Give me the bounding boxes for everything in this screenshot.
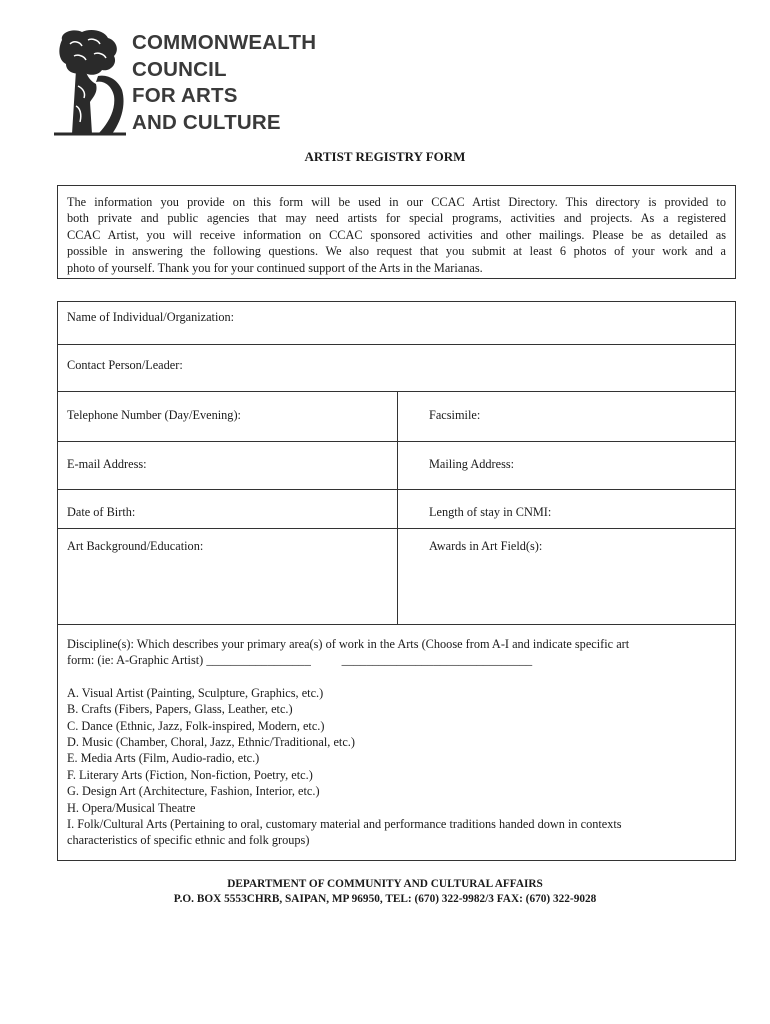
logo-line: AND CULTURE [132, 110, 281, 134]
logo-line: COMMONWEALTH [132, 31, 317, 54]
contact-row[interactable] [58, 345, 735, 392]
mailing-address-label[interactable]: Mailing Address: [429, 457, 515, 471]
discipline-option: E. Media Arts (Film, Audio-radio, etc.) [67, 751, 260, 766]
contact-label: Contact Person/Leader: [67, 358, 183, 372]
intro-line: both private and public agencies that may need artists for special programs, activities and projects. As a registered [67, 211, 726, 226]
footer-address [0, 877, 770, 907]
footer-contact: P.O. BOX 5553CHRB, SAIPAN, MP 96950, TEL: (670) 322-9982/3 FAX: (670) 322-9028 [173, 893, 597, 905]
length-of-stay-label[interactable]: Length of stay in CNMI: [429, 505, 552, 519]
date-of-birth-label[interactable]: Date of Birth: [67, 505, 136, 519]
discipline-option: G. Design Art (Architecture, Fashion, Interior, etc.) [67, 784, 320, 799]
discipline-option: characteristics of specific ethnic and folk groups) [67, 833, 310, 848]
discipline-option: B. Crafts (Fibers, Papers, Glass, Leather, etc.) [67, 702, 293, 717]
intro-line: photo of yourself. Thank you for your continued support of the Arts in the Marianas. [67, 260, 483, 275]
discipline-heading-line: form: (ie: A-Graphic Artist) _________________ _______________________________ [67, 653, 533, 668]
telephone-label[interactable]: Telephone Number (Day/Evening): [67, 408, 241, 422]
discipline-option: D. Music (Chamber, Choral, Jazz, Ethnic/Traditional, etc.) [67, 735, 355, 750]
footer-department: DEPARTMENT OF COMMUNITY AND CULTURAL AFFAIRS [227, 878, 543, 890]
name-row[interactable] [58, 302, 735, 345]
discipline-heading-line: Discipline(s): Which describes your primary area(s) of work in the Arts (Choose from A-I and indicate specific art [67, 637, 630, 651]
registry-form-table [57, 301, 736, 861]
intro-text-box [57, 185, 736, 279]
latte-stone-tree-emblem-icon [52, 26, 128, 136]
art-background-label[interactable]: Art Background/Education: [67, 539, 204, 553]
intro-line: possible in answering the following questions. We also request that you submit at least 6 photos of your work and a [67, 244, 726, 259]
discipline-option: C. Dance (Ethnic, Jazz, Folk-inspired, Modern, etc.) [67, 718, 325, 733]
logo-wordmark [132, 30, 316, 136]
column-divider [397, 392, 398, 625]
logo-line: FOR ARTS [132, 84, 238, 107]
intro-line: CCAC Artist, you will receive information on CCAC sponsored activities and other mailings. Please be as detailed as [67, 227, 726, 242]
discipline-option: F. Literary Arts (Fiction, Non-fiction, Poetry, etc.) [67, 767, 313, 782]
discipline-options [67, 685, 727, 849]
discipline-option: I. Folk/Cultural Arts (Pertaining to oral, customary material and performance traditions handed down in contexts [67, 817, 622, 832]
discipline-option: H. Opera/Musical Theatre [67, 800, 196, 815]
email-label[interactable]: E-mail Address: [67, 457, 147, 471]
name-label: Name of Individual/Organization: [67, 310, 235, 324]
intro-line: The information you provide on this form will be used in our CCAC Artist Directory. This directory is provided to [67, 195, 726, 209]
facsimile-label[interactable]: Facsimile: [429, 408, 481, 422]
logo-line: COUNCIL [132, 57, 227, 81]
discipline-section[interactable] [67, 636, 727, 849]
discipline-option: A. Visual Artist (Painting, Sculpture, Graphics, etc.) [67, 685, 324, 700]
form-title: ARTIST REGISTRY FORM [304, 149, 466, 164]
awards-label[interactable]: Awards in Art Field(s): [429, 539, 543, 553]
ccac-logo [52, 26, 342, 136]
discipline-heading [67, 636, 727, 669]
